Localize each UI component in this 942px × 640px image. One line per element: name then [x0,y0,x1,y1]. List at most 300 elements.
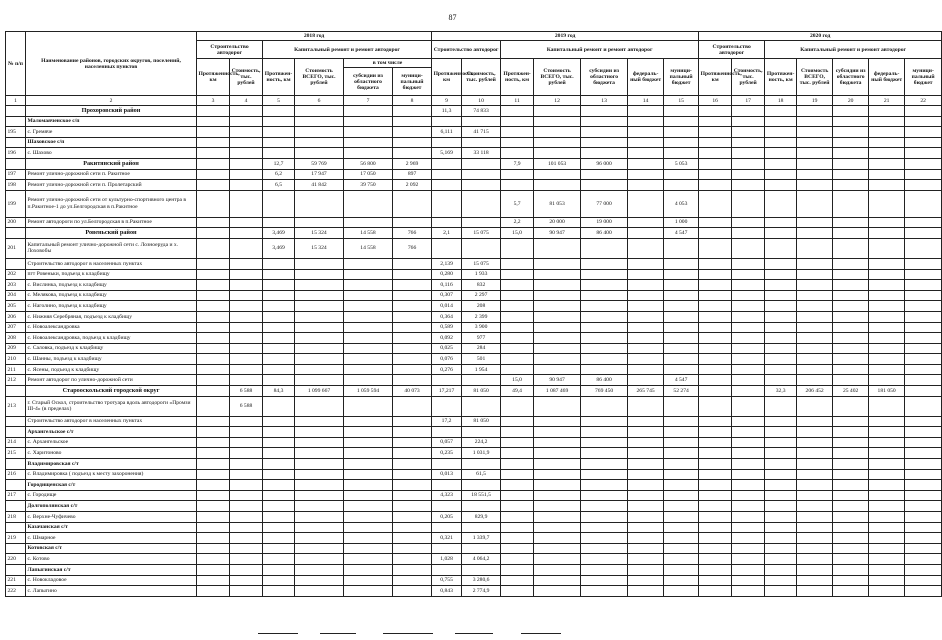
value-cell [197,396,230,416]
value-cell [197,448,230,459]
value-cell [295,217,344,228]
value-cell [765,512,797,523]
value-cell [628,533,664,544]
value-cell [833,190,869,217]
value-cell [797,301,833,312]
value-cell [462,116,501,127]
value-cell [699,258,732,269]
value-cell [462,375,501,386]
value-cell [732,416,765,427]
value-cell [699,396,732,416]
value-cell [905,116,942,127]
value-cell [765,190,797,217]
value-cell [501,575,534,586]
value-cell: 84,3 [263,386,295,397]
row-name-cell: Строительство автодорог в населенных пунктах [26,258,197,269]
value-cell [295,322,344,333]
value-cell [344,106,393,117]
value-cell [699,190,732,217]
value-cell [765,322,797,333]
row-number-cell: 211 [6,364,26,375]
value-cell [797,127,833,138]
row-number-cell: 217 [6,490,26,501]
row-number-cell: 210 [6,354,26,365]
header-no: № п/п [6,32,26,96]
value-cell [797,459,833,470]
value-cell: 41 715 [462,127,501,138]
row-number-cell: 208 [6,333,26,344]
value-cell [230,322,263,333]
value-cell [462,396,501,416]
value-cell [869,490,905,501]
value-cell [344,416,393,427]
footer-rule [320,633,356,634]
value-cell [664,543,699,554]
value-cell [833,116,869,127]
row-name-cell: с. Харитоново [26,448,197,459]
value-cell [534,169,581,180]
value-cell [295,311,344,322]
value-cell [344,480,393,491]
value-cell [295,137,344,148]
value-cell [462,238,501,258]
value-cell [581,269,628,280]
value-cell: 977 [462,333,501,344]
row-name-cell: с. Городище [26,490,197,501]
value-cell [905,533,942,544]
value-cell [905,543,942,554]
value-cell [797,190,833,217]
value-cell [905,522,942,533]
value-cell [628,127,664,138]
settlement-header-row [6,501,942,512]
value-cell [869,228,905,239]
value-cell [765,311,797,322]
column-number: 3 [197,96,230,106]
value-cell [797,396,833,416]
value-cell: 18 551,5 [462,490,501,501]
header-subsidy: субсидии из областного бюджета [581,59,628,96]
value-cell [797,269,833,280]
value-cell [628,228,664,239]
value-cell [869,258,905,269]
row-number-cell: 198 [6,180,26,191]
row-number-cell: 219 [6,533,26,544]
value-cell [344,490,393,501]
row-name-cell: с. Гремяче [26,127,197,138]
value-cell [393,258,432,269]
value-cell [344,522,393,533]
row-name-cell: Ремонт автодороги по ул.Белгородская в п.Ракитное [26,217,197,228]
value-cell [263,116,295,127]
value-cell [664,290,699,301]
value-cell [664,480,699,491]
value-cell [628,416,664,427]
value-cell [230,354,263,365]
value-cell [833,564,869,575]
value-cell [230,290,263,301]
table-row [6,469,942,480]
value-cell [197,427,230,438]
value-cell [628,501,664,512]
header-year-2020: 2020 год [699,32,942,41]
value-cell [344,586,393,597]
value-cell [581,364,628,375]
value-cell [534,258,581,269]
value-cell [295,190,344,217]
value-cell [628,301,664,312]
value-cell [664,169,699,180]
value-cell: 17 947 [295,169,344,180]
value-cell [765,290,797,301]
value-cell [230,437,263,448]
column-number: 15 [664,96,699,106]
value-cell [295,564,344,575]
value-cell [732,269,765,280]
value-cell [833,169,869,180]
value-cell: 897 [393,169,432,180]
value-cell [833,269,869,280]
value-cell [797,354,833,365]
value-cell [393,217,432,228]
value-cell: 52 274 [664,386,699,397]
value-cell [833,311,869,322]
value-cell [534,501,581,512]
district-total-row [6,386,942,397]
value-cell [263,269,295,280]
value-cell [462,180,501,191]
value-cell [462,169,501,180]
header-repair-2018: Капитальный ремонт и ремонт автодорог [263,41,432,59]
value-cell: 0,116 [432,280,462,291]
row-number-cell [6,106,26,117]
value-cell [393,586,432,597]
value-cell [344,448,393,459]
value-cell [501,512,534,523]
value-cell [628,106,664,117]
value-cell [393,416,432,427]
value-cell: 3,469 [263,228,295,239]
value-cell [581,533,628,544]
value-cell [432,238,462,258]
value-cell [581,586,628,597]
value-cell: 181 050 [869,386,905,397]
value-cell [581,354,628,365]
value-cell [501,459,534,470]
value-cell [905,386,942,397]
row-number-cell: 220 [6,554,26,565]
row-number-cell [6,501,26,512]
value-cell [664,459,699,470]
value-cell [462,158,501,169]
row-name-cell: с. Котово [26,554,197,565]
value-cell [501,533,534,544]
value-cell [263,564,295,575]
value-cell: 61,5 [462,469,501,480]
value-cell: 2,1 [432,228,462,239]
value-cell [664,416,699,427]
value-cell [628,427,664,438]
row-number-cell: 206 [6,311,26,322]
header-length: Протяженность, км [197,59,230,96]
value-cell: 0,014 [432,301,462,312]
value-cell [230,238,263,258]
table-row [6,311,942,322]
value-cell [699,343,732,354]
value-cell [393,501,432,512]
value-cell [501,301,534,312]
value-cell [765,106,797,117]
row-name-cell: Долгополянская с/т [26,501,197,512]
value-cell [905,137,942,148]
value-cell [797,169,833,180]
value-cell [501,522,534,533]
value-cell [501,169,534,180]
value-cell [664,586,699,597]
value-cell [534,512,581,523]
value-cell [699,106,732,117]
row-number-cell: 213 [6,396,26,416]
value-cell [230,459,263,470]
value-cell [501,137,534,148]
value-cell: 2,139 [432,258,462,269]
row-number-cell [6,480,26,491]
value-cell [462,459,501,470]
value-cell [581,137,628,148]
value-cell [628,575,664,586]
value-cell [797,469,833,480]
value-cell [230,158,263,169]
value-cell [797,322,833,333]
value-cell [393,448,432,459]
value-cell [765,343,797,354]
value-cell [501,333,534,344]
district-total-row [6,158,942,169]
value-cell [833,354,869,365]
header-length: Протяжен-ность, км [765,59,797,96]
value-cell [534,586,581,597]
value-cell [534,364,581,375]
row-name-cell: с. Ясены, подъезд к кладбищу [26,364,197,375]
value-cell [905,180,942,191]
value-cell [344,333,393,344]
value-cell [699,575,732,586]
value-cell [699,448,732,459]
row-name-cell: Ремонт улично-дорожной сети от культурно-спортивного центра в п.Ракитное-1 до ул.Белгородская в п.Ракитное [26,190,197,217]
district-total-row [6,106,942,117]
table-body [6,106,942,597]
column-number: 2 [26,96,197,106]
value-cell: 5,7 [501,190,534,217]
value-cell [344,375,393,386]
value-cell [797,180,833,191]
value-cell [732,490,765,501]
table-row [6,554,942,565]
value-cell [230,427,263,438]
value-cell [197,238,230,258]
value-cell [628,269,664,280]
value-cell [501,148,534,159]
value-cell [534,543,581,554]
value-cell [197,575,230,586]
value-cell [197,322,230,333]
value-cell [230,169,263,180]
value-cell [344,322,393,333]
value-cell [765,459,797,470]
value-cell [797,238,833,258]
value-cell [581,322,628,333]
value-cell [344,269,393,280]
value-cell [869,533,905,544]
value-cell: 90 947 [534,375,581,386]
value-cell [833,533,869,544]
value-cell [263,343,295,354]
value-cell [197,554,230,565]
value-cell [732,280,765,291]
value-cell [699,490,732,501]
value-cell [869,437,905,448]
table-row [6,343,942,354]
value-cell [833,127,869,138]
value-cell [765,301,797,312]
value-cell [732,480,765,491]
value-cell [664,238,699,258]
value-cell [699,217,732,228]
value-cell [699,169,732,180]
value-cell [432,190,462,217]
value-cell [732,448,765,459]
value-cell [432,480,462,491]
value-cell [628,258,664,269]
column-number: 5 [263,96,295,106]
value-cell [869,469,905,480]
value-cell [581,501,628,512]
value-cell [501,396,534,416]
value-cell [581,290,628,301]
value-cell [905,416,942,427]
value-cell [905,375,942,386]
value-cell [833,522,869,533]
table-row [6,280,942,291]
table-row [6,512,942,523]
value-cell [393,543,432,554]
row-number-cell: 200 [6,217,26,228]
value-cell [344,116,393,127]
value-cell [462,137,501,148]
value-cell: 0,364 [432,311,462,322]
value-cell [699,158,732,169]
value-cell [833,396,869,416]
value-cell [833,280,869,291]
value-cell [732,459,765,470]
settlement-header-row [6,427,942,438]
value-cell [732,258,765,269]
value-cell [263,459,295,470]
district-total-row [6,228,942,239]
value-cell [501,427,534,438]
value-cell [628,522,664,533]
value-cell [432,543,462,554]
value-cell: 0,280 [432,269,462,280]
value-cell [295,490,344,501]
value-cell [905,280,942,291]
header-year-2018: 2018 год [197,32,432,41]
row-name-cell: Ремонт улично-дорожной сети п. Ракитное [26,169,197,180]
table-row [6,448,942,459]
value-cell [664,512,699,523]
value-cell: 0,843 [432,586,462,597]
value-cell [797,148,833,159]
value-cell [765,437,797,448]
value-cell [393,490,432,501]
value-cell: 5 053 [664,158,699,169]
value-cell [628,459,664,470]
value-cell [869,217,905,228]
value-cell [699,311,732,322]
value-cell [197,480,230,491]
value-cell: 0,013 [432,469,462,480]
value-cell [732,137,765,148]
value-cell [263,480,295,491]
value-cell [628,311,664,322]
column-number-row [6,96,942,106]
value-cell [581,333,628,344]
value-cell [344,501,393,512]
value-cell [628,354,664,365]
table-row [6,575,942,586]
value-cell [263,501,295,512]
value-cell [765,586,797,597]
value-cell [197,459,230,470]
value-cell [797,375,833,386]
value-cell [765,416,797,427]
value-cell [197,301,230,312]
value-cell: 32,3 [765,386,797,397]
value-cell [797,217,833,228]
value-cell [732,311,765,322]
row-name-cell: Старооскольский городской округ [26,386,197,397]
value-cell [797,427,833,438]
value-cell [905,333,942,344]
row-number-cell: 221 [6,575,26,586]
value-cell [295,333,344,344]
value-cell [732,190,765,217]
value-cell [263,106,295,117]
row-number-cell: 197 [6,169,26,180]
value-cell: 1 954 [462,364,501,375]
value-cell [581,280,628,291]
value-cell [833,416,869,427]
value-cell [263,290,295,301]
value-cell [344,543,393,554]
row-number-cell [6,416,26,427]
value-cell [869,322,905,333]
footer-rule [521,633,561,634]
value-cell [393,343,432,354]
value-cell: 6,111 [432,127,462,138]
value-cell [732,522,765,533]
value-cell: 59 769 [295,158,344,169]
value-cell: 284 [462,343,501,354]
value-cell [295,396,344,416]
value-cell [263,490,295,501]
value-cell [295,522,344,533]
value-cell [230,137,263,148]
value-cell [797,522,833,533]
value-cell [869,343,905,354]
value-cell [534,238,581,258]
value-cell [905,459,942,470]
